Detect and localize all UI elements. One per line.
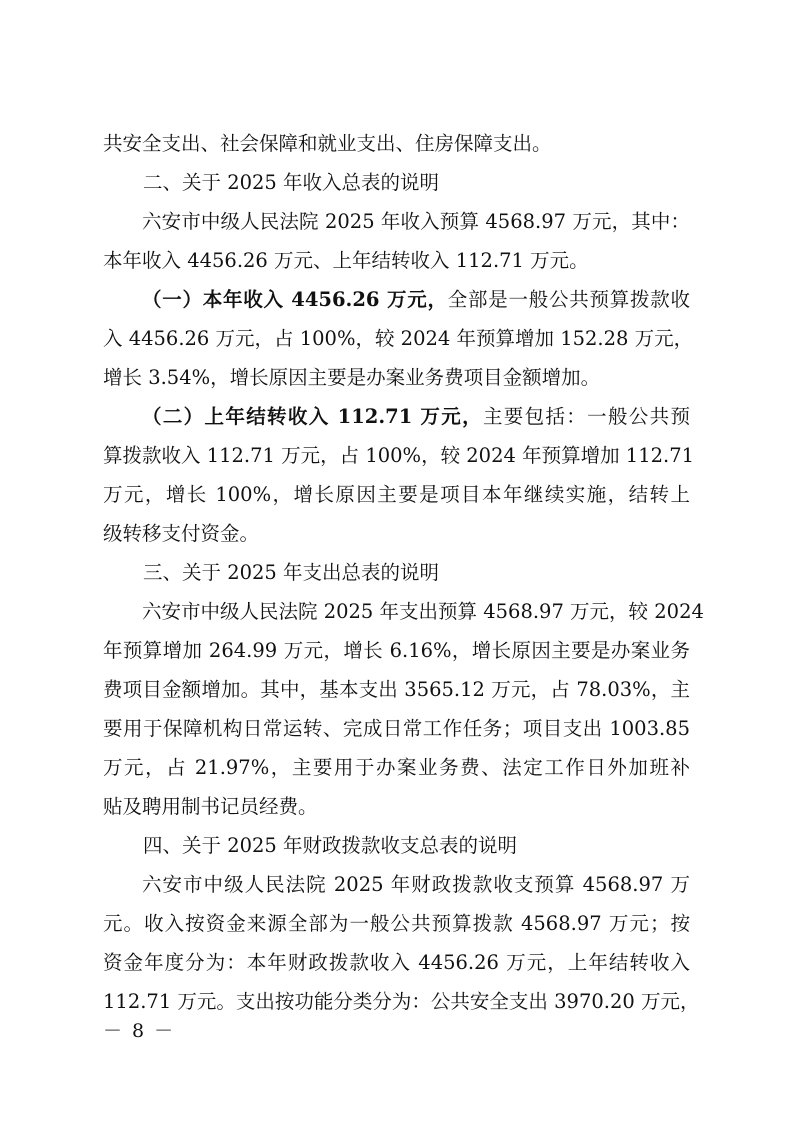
body-line: 贴及聘用制书记员经费。 bbox=[103, 795, 318, 818]
body-line: 六安市中级人民法院 2025 年支出预算 4568.97 万元，较 2024 bbox=[142, 600, 704, 623]
subsection-line bbox=[142, 404, 690, 430]
body-line: 元。收入按资金来源全部为一般公共预算拨款 4568.97 万元；按 bbox=[103, 912, 690, 935]
body-line: 本年收入 4456.26 万元、上年结转收入 112.71 万元。 bbox=[103, 249, 589, 272]
body-line: 增长 3.54%，增长原因主要是办案业务费项目金额增加。 bbox=[103, 366, 601, 389]
subsection-heading: （一）本年收入 4456.26 万元， bbox=[142, 288, 448, 311]
body-line: 万元，增长 100%，增长原因主要是项目本年继续实施，结转上 bbox=[103, 483, 690, 506]
body-text: 全部是一般公共预算拨款收 bbox=[447, 288, 690, 311]
body-line: 要用于保障机构日常运转、完成日常工作任务；项目支出 1003.85 bbox=[103, 717, 690, 740]
section-heading: 四、关于 2025 年财政拨款收支总表的说明 bbox=[143, 834, 518, 857]
body-line: 级转移支付资金。 bbox=[103, 522, 260, 545]
subsection-line bbox=[142, 287, 690, 313]
body-line: 六安市中级人民法院 2025 年收入预算 4568.97 万元，其中： bbox=[142, 210, 690, 233]
body-line: 六安市中级人民法院 2025 年财政拨款收支预算 4568.97 万 bbox=[142, 873, 690, 896]
body-line: 费项目金额增加。其中，基本支出 3565.12 万元，占 78.03%，主 bbox=[103, 678, 690, 701]
body-line: 112.71 万元。支出按功能分类分为：公共安全支出 3970.20 万元， bbox=[103, 990, 700, 1013]
body-line: 年预算增加 264.99 万元，增长 6.16%，增长原因主要是办案业务 bbox=[103, 639, 690, 662]
body-line: 算拨款收入 112.71 万元，占 100%，较 2024 年预算增加 112.71 bbox=[103, 444, 695, 467]
body-line: 万元，占 21.97%，主要用于办案业务费、法定工作日外加班补 bbox=[103, 756, 690, 779]
body-line: 资金年度分为：本年财政拨款收入 4456.26 万元，上年结转收入 bbox=[103, 951, 690, 974]
page-number: － 8 － bbox=[103, 1020, 176, 1042]
body-text: 主要包括：一般公共预 bbox=[482, 405, 690, 428]
body-line: 入 4456.26 万元，占 100%，较 2024 年预算增加 152.28 万元， bbox=[103, 327, 694, 350]
section-heading: 三、关于 2025 年支出总表的说明 bbox=[143, 561, 440, 584]
subsection-heading: （二）上年结转收入 112.71 万元， bbox=[142, 405, 483, 428]
body-line: 共安全支出、社会保障和就业支出、住房保障支出。 bbox=[103, 132, 552, 155]
section-heading: 二、关于 2025 年收入总表的说明 bbox=[143, 171, 440, 194]
